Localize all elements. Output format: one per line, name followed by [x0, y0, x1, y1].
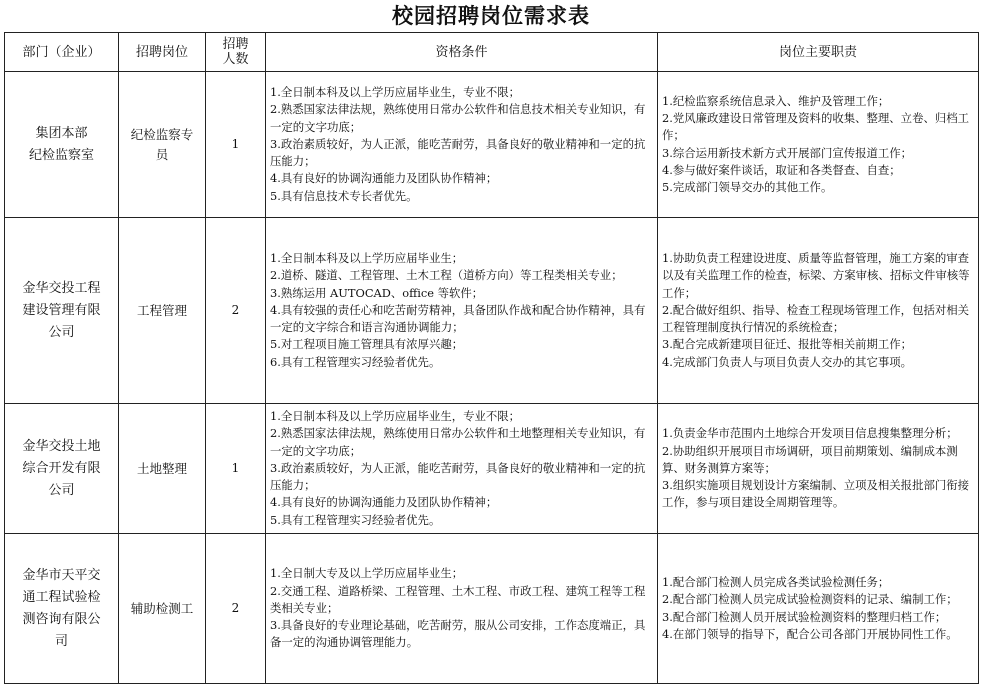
- requirements-cell: [266, 534, 658, 684]
- duty-item: 2.协助组织开展项目市场调研，项目前期策划、编制成本测算、财务测算方案等；: [662, 443, 958, 475]
- dept-cell: 金华交投土地 综合开发有限 公司: [5, 404, 119, 534]
- recruitment-table: [4, 32, 979, 684]
- duty-item: 1.配合部门检测人员完成各类试验检测任务；: [662, 575, 890, 590]
- table-row: [5, 218, 979, 404]
- requirement-item: 2.熟悉国家法律法规，熟练使用日常办公软件和土地整理相关专业知识，有一定的文字功底；: [270, 426, 646, 458]
- duty-item: 2.配合做好组织、指导、检查工程现场管理工作，包括对相关工程管理制度执行情况的系统检查；: [662, 302, 970, 335]
- duty-item: 4.参与做好案件谈话，取证和各类督查、自查；: [662, 162, 901, 177]
- requirement-item: 4.具有良好的协调沟通能力及团队协作精神；: [270, 171, 498, 186]
- requirement-item: 2.道桥、隧道、工程管理、土木工程（道桥方向）等工程类相关专业；: [270, 268, 623, 283]
- count-cell: 1: [206, 72, 266, 218]
- duty-item: 3.配合完成新建项目征迁、报批等相关前期工作；: [662, 337, 913, 352]
- duty-item: 1.纪检监察系统信息录入、维护及管理工作；: [662, 93, 890, 108]
- duty-item: 3.组织实施项目规划设计方案编制、立项及相关报批部门衔接工作，参与项目建设全周期管理等。: [662, 478, 970, 510]
- header-row: [5, 33, 979, 72]
- header-post: 招聘岗位: [119, 33, 206, 72]
- requirement-item: 6.具有工程管理实习经验者优先。: [270, 354, 441, 369]
- dept-cell: 金华交投工程 建设管理有限 公司: [5, 218, 119, 404]
- requirement-item: 5.具有工程管理实习经验者优先。: [270, 512, 441, 527]
- requirement-item: 3.具备良好的专业理论基础，吃苦耐劳，服从公司安排，工作态度端正，具备一定的沟通协调管理能力。: [270, 618, 646, 650]
- count-cell: 2: [206, 218, 266, 404]
- duties-cell: [658, 218, 979, 404]
- header-count: 招聘 人数: [206, 33, 266, 72]
- requirement-item: 1.全日制本科及以上学历应届毕业生，专业不限；: [270, 85, 521, 100]
- count-cell: 2: [206, 534, 266, 684]
- requirement-item: 5.对工程项目施工管理具有浓厚兴趣；: [270, 337, 464, 352]
- duties-cell: [658, 404, 979, 534]
- requirement-item: 1.全日制本科及以上学历应届毕业生；: [270, 251, 464, 266]
- post-cell: 辅助检测工: [119, 534, 206, 684]
- requirement-item: 3.政治素质较好，为人正派，能吃苦耐劳，具备良好的敬业精神和一定的抗压能力；: [270, 460, 646, 493]
- post-cell: 土地整理: [119, 404, 206, 534]
- dept-cell: 集团本部 纪检监察室: [5, 72, 119, 218]
- post-cell: 纪检监察专 员: [119, 72, 206, 218]
- table-row: [5, 72, 979, 218]
- requirement-item: 4.具有较强的责任心和吃苦耐劳精神，具备团队作战和配合协作精神，具有一定的文字综合和语言沟通协调能力；: [270, 302, 646, 335]
- post-cell: 工程管理: [119, 218, 206, 404]
- dept-cell: 金华市天平交 通工程试验检 测咨询有限公 司: [5, 534, 119, 684]
- duties-cell: [658, 534, 979, 684]
- requirement-item: 3.政治素质较好，为人正派，能吃苦耐劳，具备良好的敬业精神和一定的抗压能力；: [270, 136, 646, 169]
- requirements-cell: [266, 218, 658, 404]
- duty-item: 2.配合部门检测人员完成试验检测资料的记录、编制工作；: [662, 592, 958, 607]
- requirement-item: 2.熟悉国家法律法规，熟练使用日常办公软件和信息技术相关专业知识，有一定的文字功底；: [270, 102, 646, 134]
- requirement-item: 4.具有良好的协调沟通能力及团队协作精神；: [270, 495, 498, 510]
- requirement-item: 1.全日制本科及以上学历应届毕业生，专业不限；: [270, 409, 521, 424]
- duties-cell: [658, 72, 979, 218]
- header-duties: 岗位主要职责: [658, 33, 979, 72]
- duty-item: 4.在部门领导的指导下，配合公司各部门开展协同性工作。: [662, 626, 958, 641]
- requirement-item: 1.全日制大专及以上学历应届毕业生；: [270, 566, 464, 581]
- duty-item: 5.完成部门领导交办的其他工作。: [662, 179, 833, 194]
- header-requirements: 资格条件: [266, 33, 658, 72]
- duty-item: 2.党风廉政建设日常管理及资料的收集、整理、立卷、归档工作；: [662, 111, 970, 143]
- requirement-item: 3.熟练运用 AUTOCAD、office 等软件；: [270, 285, 484, 300]
- duty-item: 3.配合部门检测人员开展试验检测资料的整理归档工作；: [662, 609, 947, 624]
- requirements-cell: [266, 404, 658, 534]
- requirements-cell: [266, 72, 658, 218]
- duty-item: 1.协助负责工程建设进度、质量等监督管理，施工方案的审查以及有关监理工作的检查，标梁、方案审核、招标文件审核等工作；: [662, 251, 970, 300]
- duty-item: 1.负责金华市范围内土地综合开发项目信息搜集整理分析；: [662, 426, 958, 441]
- count-cell: 1: [206, 404, 266, 534]
- duty-item: 4.完成部门负责人与项目负责人交办的其它事项。: [662, 354, 913, 369]
- table-row: [5, 534, 979, 684]
- requirement-item: 2.交通工程、道路桥梁、工程管理、土木工程、市政工程、建筑工程等工程类相关专业；: [270, 583, 646, 615]
- page-title: 校园招聘岗位需求表: [392, 3, 590, 28]
- header-dept: 部门（企业）: [5, 33, 119, 72]
- duty-item: 3.综合运用新技术新方式开展部门宣传报道工作；: [662, 145, 913, 160]
- table-row: [5, 404, 979, 534]
- requirement-item: 5.具有信息技术专长者优先。: [270, 188, 418, 203]
